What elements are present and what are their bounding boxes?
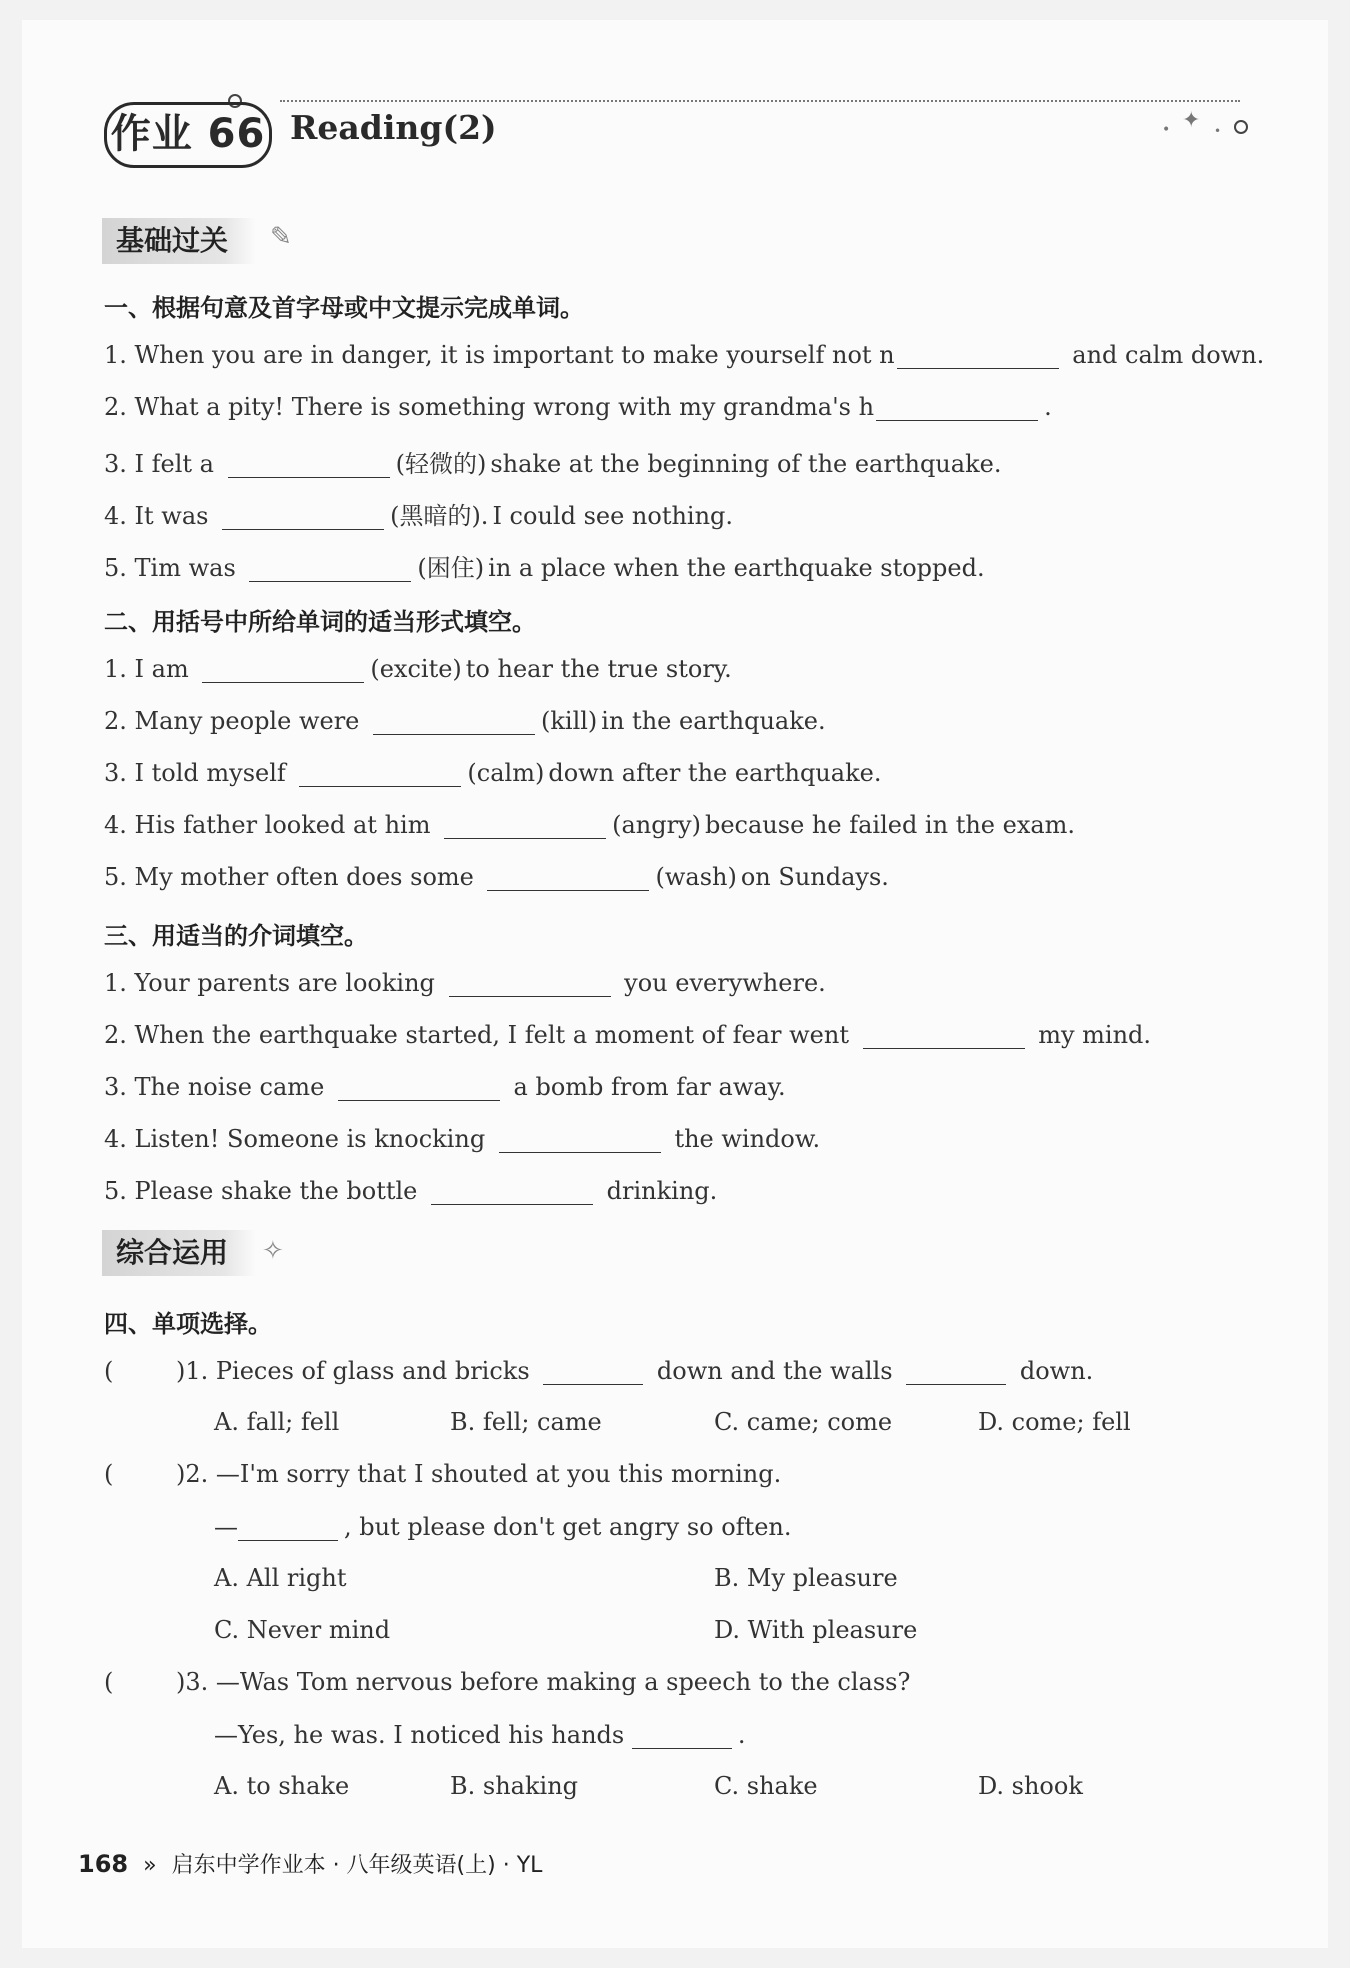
question-line: 1. I am (excite) to hear the true story. bbox=[104, 655, 732, 683]
part2-heading: 二、用括号中所给单词的适当形式填空。 bbox=[104, 608, 536, 636]
answer-blank[interactable] bbox=[632, 1720, 732, 1749]
option-d[interactable]: D. shook bbox=[978, 1772, 1083, 1800]
question-line: —Yes, he was. I noticed his hands . bbox=[214, 1721, 746, 1749]
answer-bracket[interactable]: ( bbox=[104, 1668, 114, 1696]
answer-blank[interactable] bbox=[299, 758, 461, 787]
question-line: 3. I felt a (轻微的) shake at the beginning of the earthquake. bbox=[104, 450, 1002, 478]
question-line: 4. His father looked at him (angry) because he failed in the exam. bbox=[104, 811, 1076, 839]
answer-blank[interactable] bbox=[543, 1356, 643, 1385]
page-number: 168 bbox=[78, 1850, 129, 1878]
question-line: — , but please don't get angry so often. bbox=[214, 1513, 792, 1541]
option-b[interactable]: B. shaking bbox=[450, 1772, 579, 1800]
part4-heading: 四、单项选择。 bbox=[104, 1310, 272, 1338]
book-title: 启东中学作业本 · 八年级英语(上) · YL bbox=[171, 1853, 543, 1878]
option-c[interactable]: C. came; come bbox=[714, 1408, 893, 1436]
part1-heading: 一、根据句意及首字母或中文提示完成单词。 bbox=[104, 294, 584, 322]
homework-number-badge: 作业 66 bbox=[104, 102, 272, 168]
answer-blank[interactable] bbox=[487, 862, 649, 891]
question-line: 2. What a pity! There is something wrong with my grandma's h . bbox=[104, 393, 1052, 421]
answer-blank[interactable] bbox=[444, 810, 606, 839]
sparkle-trail-icon: ✧ bbox=[262, 1236, 284, 1266]
option-c[interactable]: C. Never mind bbox=[214, 1616, 391, 1644]
option-c[interactable]: C. shake bbox=[714, 1772, 818, 1800]
option-a[interactable]: A. fall; fell bbox=[214, 1408, 340, 1436]
answer-blank[interactable] bbox=[449, 968, 611, 997]
question-line: 2. Many people were (kill) in the earthquake. bbox=[104, 707, 826, 735]
section-banner-basics: 基础过关 bbox=[102, 218, 256, 264]
question-line: 5. My mother often does some (wash) on Sundays. bbox=[104, 863, 889, 891]
answer-blank[interactable] bbox=[876, 392, 1038, 421]
option-b[interactable]: B. fell; came bbox=[450, 1408, 602, 1436]
question-line: ( )3. —Was Tom nervous before making a speech to the class? bbox=[104, 1668, 911, 1696]
question-line: 3. I told myself (calm) down after the earthquake. bbox=[104, 759, 882, 787]
answer-blank[interactable] bbox=[222, 501, 384, 530]
option-b[interactable]: B. My pleasure bbox=[714, 1564, 898, 1592]
question-line: ( )2. —I'm sorry that I shouted at you this morning. bbox=[104, 1460, 782, 1488]
answer-bracket[interactable]: ( bbox=[104, 1357, 114, 1385]
answer-bracket[interactable]: ( bbox=[104, 1460, 114, 1488]
option-a[interactable]: A. All right bbox=[214, 1564, 347, 1592]
double-chevron-icon: » bbox=[143, 1853, 157, 1878]
answer-blank[interactable] bbox=[373, 706, 535, 735]
answer-blank[interactable] bbox=[338, 1072, 500, 1101]
answer-blank[interactable] bbox=[897, 340, 1059, 369]
question-line: ( )1. Pieces of glass and bricks down and the walls down. bbox=[104, 1357, 1094, 1385]
question-line: 1. Your parents are looking you everywhere. bbox=[104, 969, 826, 997]
option-d[interactable]: D. With pleasure bbox=[714, 1616, 918, 1644]
header-dotted-rule bbox=[280, 100, 1240, 104]
question-line: 3. The noise came a bomb from far away. bbox=[104, 1073, 786, 1101]
question-line: 5. Tim was (困住) in a place when the earthquake stopped. bbox=[104, 554, 985, 582]
question-line: 2. When the earthquake started, I felt a moment of fear went my mind. bbox=[104, 1021, 1152, 1049]
option-a[interactable]: A. to shake bbox=[214, 1772, 350, 1800]
question-line: 4. Listen! Someone is knocking the window. bbox=[104, 1125, 821, 1153]
header-ring-right bbox=[1234, 120, 1248, 134]
option-d[interactable]: D. come; fell bbox=[978, 1408, 1131, 1436]
page-title: Reading(2) bbox=[290, 108, 497, 147]
answer-blank[interactable] bbox=[906, 1356, 1006, 1385]
dot-icon: • bbox=[1214, 124, 1222, 138]
answer-blank[interactable] bbox=[863, 1020, 1025, 1049]
dot-icon: • bbox=[1162, 122, 1171, 138]
answer-blank[interactable] bbox=[228, 449, 390, 478]
answer-blank[interactable] bbox=[238, 1512, 338, 1541]
question-line: 1. When you are in danger, it is important to make yourself not n and calm down. bbox=[104, 341, 1265, 369]
answer-blank[interactable] bbox=[249, 553, 411, 582]
pencil-icon: ✎ bbox=[270, 222, 292, 252]
page-footer bbox=[78, 1848, 542, 1879]
sparkle-icon: ✦ bbox=[1182, 108, 1201, 133]
answer-blank[interactable] bbox=[202, 654, 364, 683]
part3-heading: 三、用适当的介词填空。 bbox=[104, 922, 368, 950]
answer-blank[interactable] bbox=[499, 1124, 661, 1153]
answer-blank[interactable] bbox=[431, 1176, 593, 1205]
question-line: 4. It was (黑暗的). I could see nothing. bbox=[104, 502, 734, 530]
question-line: 5. Please shake the bottle drinking. bbox=[104, 1177, 718, 1205]
section-banner-application: 综合运用 bbox=[102, 1230, 256, 1276]
